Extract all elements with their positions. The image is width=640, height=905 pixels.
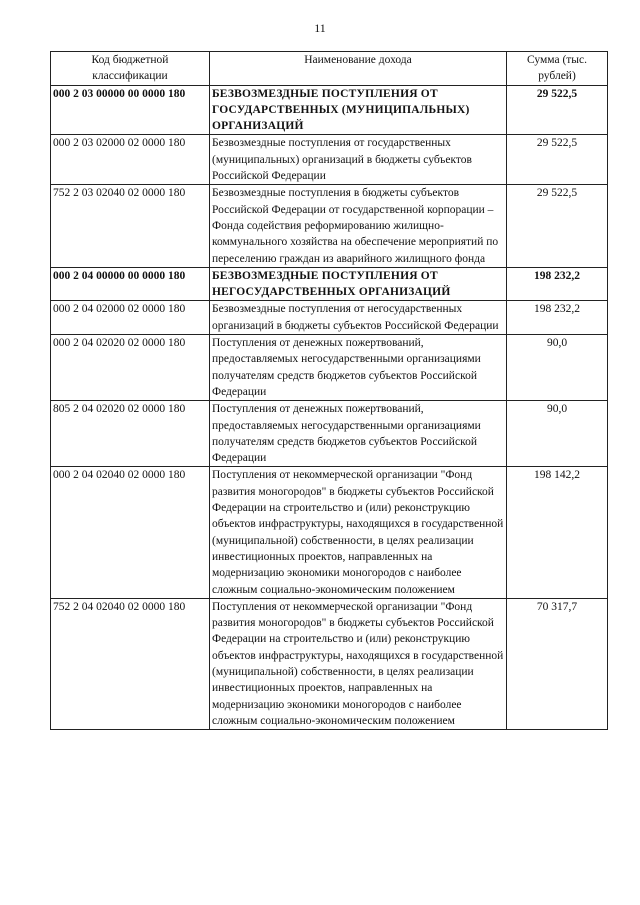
- cell-name: Безвозмездные поступления в бюджеты субъектов Российской Федерации от государственной корпорации – Фонда содействия реформированию жилищно-коммунального хозяйства на обеспечение мероприятий по переселению граждан из аварийного жилищного фонда: [210, 185, 507, 267]
- cell-sum: 29 522,5: [507, 185, 608, 267]
- cell-sum: 198 232,2: [507, 267, 608, 301]
- cell-code: 000 2 04 02000 02 0000 180: [51, 301, 210, 335]
- header-sum: Сумма (тыс. рублей): [507, 52, 608, 86]
- table-row: [51, 267, 608, 301]
- cell-code: 000 2 03 02000 02 0000 180: [51, 135, 210, 185]
- cell-sum: 198 232,2: [507, 301, 608, 335]
- cell-code: 752 2 03 02040 02 0000 180: [51, 185, 210, 267]
- table-row: [51, 598, 608, 729]
- cell-name: Поступления от денежных пожертвований, предоставляемых негосударственными организациями получателям средств бюджетов субъектов Российской Федерации: [210, 401, 507, 467]
- cell-code: 000 2 04 00000 00 0000 180: [51, 267, 210, 301]
- cell-name: БЕЗВОЗМЕЗДНЫЕ ПОСТУПЛЕНИЯ ОТ НЕГОСУДАРСТВЕННЫХ ОРГАНИЗАЦИЙ: [210, 267, 507, 301]
- cell-code: 000 2 03 00000 00 0000 180: [51, 85, 210, 135]
- cell-sum: 29 522,5: [507, 85, 608, 135]
- cell-sum: 198 142,2: [507, 467, 608, 598]
- table-row: [51, 301, 608, 335]
- table-row: [51, 401, 608, 467]
- cell-name: БЕЗВОЗМЕЗДНЫЕ ПОСТУПЛЕНИЯ ОТ ГОСУДАРСТВЕННЫХ (МУНИЦИПАЛЬНЫХ) ОРГАНИЗАЦИЙ: [210, 85, 507, 135]
- cell-name: Безвозмездные поступления от государственных (муниципальных) организаций в бюджеты субъектов Российской Федерации: [210, 135, 507, 185]
- table-header-row: [51, 52, 608, 86]
- cell-code: 000 2 04 02040 02 0000 180: [51, 467, 210, 598]
- cell-code: 000 2 04 02020 02 0000 180: [51, 335, 210, 401]
- cell-sum: 90,0: [507, 335, 608, 401]
- cell-code: 752 2 04 02040 02 0000 180: [51, 598, 210, 729]
- cell-sum: 90,0: [507, 401, 608, 467]
- cell-name: Поступления от денежных пожертвований, предоставляемых негосударственными организациями получателям средств бюджетов субъектов Российской Федерации: [210, 335, 507, 401]
- cell-name: Безвозмездные поступления от негосударственных организаций в бюджеты субъектов Российской Федерации: [210, 301, 507, 335]
- cell-sum: 29 522,5: [507, 135, 608, 185]
- table-row: [51, 335, 608, 401]
- table-row: [51, 85, 608, 135]
- cell-name: Поступления от некоммерческой организации "Фонд развития моногородов" в бюджеты субъектов Российской Федерации на строительство и (или) реконструкцию объектов инфраструктуры, находящихся в государственной (муниципальной) собственности, в целях реализации инвестиционных проектов, направленных на модернизацию экономики моногородов с наиболее сложным социально-экономическим положением: [210, 467, 507, 598]
- budget-revenue-table: [50, 51, 608, 730]
- header-name: Наименование дохода: [210, 52, 507, 86]
- table-row: [51, 467, 608, 598]
- page-number: 11: [314, 21, 326, 35]
- table-row: [51, 135, 608, 185]
- cell-code: 805 2 04 02020 02 0000 180: [51, 401, 210, 467]
- cell-sum: 70 317,7: [507, 598, 608, 729]
- cell-name: Поступления от некоммерческой организации "Фонд развития моногородов" в бюджеты субъектов Российской Федерации на строительство и (или) реконструкцию объектов инфраструктуры, находящихся в государственной (муниципальной) собственности, в целях реализации инвестиционных проектов, направленных на модернизацию экономики моногородов с наиболее сложным социально-экономическим положением: [210, 598, 507, 729]
- table-row: [51, 185, 608, 267]
- header-code: Код бюджетной классификации: [51, 52, 210, 86]
